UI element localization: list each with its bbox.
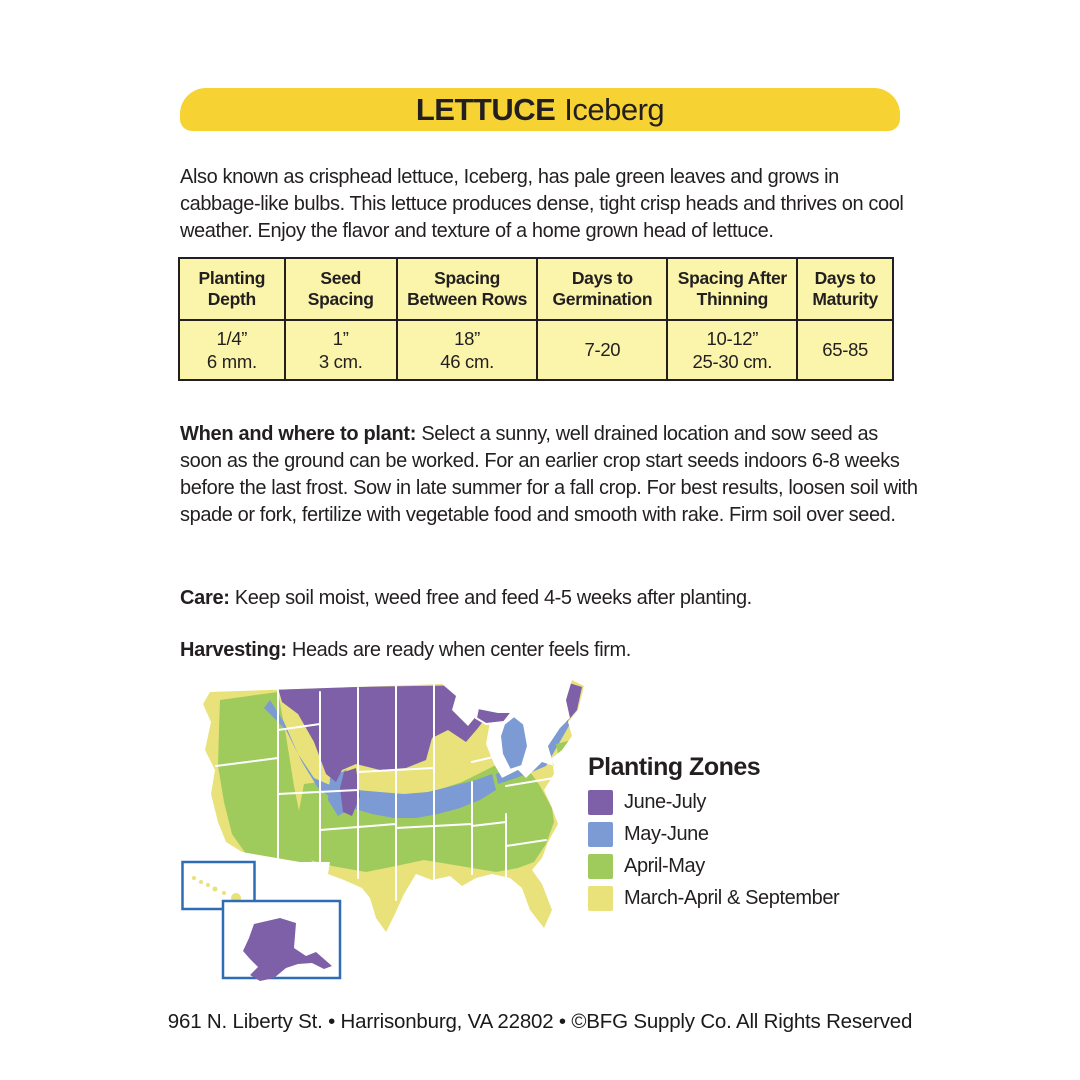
table-cell-line: Spacing After <box>677 268 787 289</box>
table-cell-line: 6 mm. <box>206 351 257 372</box>
table-cell-line: 7-20 <box>584 339 621 361</box>
us-planting-zones-map <box>180 666 610 996</box>
table-cell-line: Depth <box>207 289 256 309</box>
variety-subname: Iceberg <box>564 91 665 127</box>
footer-text: 961 N. Liberty St. • Harrisonburg, VA 22802 • ©BFG Supply Co. All Rights Reserved <box>167 1010 913 1033</box>
section-when-where-text: Select a sunny, well drained location and sow seed as soon as the ground can be worked. For an earlier crop start seeds indoors 6-8 weeks before the last frost. Sow in late summer for a fall crop. For best results, loosen soil with spade or fork, fertilize with vegetable food and smooth with rake. Firm soil over seed. <box>180 423 918 526</box>
legend-swatch <box>588 790 613 815</box>
grow-table-value-row <box>179 320 893 380</box>
legend-row <box>588 886 888 911</box>
table-header-cell <box>667 258 797 320</box>
table-cell-line: 25-30 cm. <box>692 351 773 372</box>
table-cell-line: 18” <box>454 327 481 349</box>
table-cell-line: 46 cm. <box>440 351 494 372</box>
table-header-cell <box>797 258 893 320</box>
map-zone-june-july-maine <box>559 682 582 722</box>
table-header-cell <box>537 258 667 320</box>
section-care <box>180 585 920 612</box>
section-when-where <box>180 421 920 529</box>
table-cell-line: Germination <box>552 289 653 309</box>
table-header-cell <box>397 258 538 320</box>
table-cell-line: Seed <box>320 268 362 289</box>
alaska-inset <box>223 901 340 981</box>
legend-swatch <box>588 854 613 879</box>
table-cell-line: Spacing <box>307 289 374 309</box>
table-value-cell <box>397 320 538 380</box>
table-header-cell <box>285 258 397 320</box>
legend-label: April-May <box>624 855 705 877</box>
table-header-cell <box>179 258 285 320</box>
table-cell-line: 10-12” <box>706 327 759 349</box>
section-harvesting-text: Heads are ready when center feels firm. <box>291 639 631 661</box>
table-value-cell <box>285 320 397 380</box>
legend-row <box>588 822 888 847</box>
grow-table <box>178 257 894 381</box>
legend-swatch <box>588 886 613 911</box>
variety-name: LETTUCE <box>415 91 556 127</box>
table-value-cell <box>797 320 893 380</box>
table-cell-line: 1” <box>332 327 349 349</box>
legend-label: June-July <box>624 791 706 813</box>
table-cell-line: 65-85 <box>822 339 869 361</box>
grow-table-header-row <box>179 258 893 320</box>
table-cell-line: Spacing <box>434 268 501 289</box>
legend-swatch <box>588 822 613 847</box>
table-cell-line: Maturity <box>812 289 878 309</box>
title-banner <box>180 88 900 131</box>
section-when-where-label: When and where to plant: <box>180 423 417 445</box>
table-value-cell <box>667 320 797 380</box>
legend-label: May-June <box>624 823 709 845</box>
table-cell-line: Days to <box>571 268 633 289</box>
legend-items <box>588 790 888 911</box>
legend-title: Planting Zones <box>588 753 761 781</box>
us-map-svg <box>180 666 610 996</box>
table-cell-line: 3 cm. <box>318 351 363 372</box>
table-cell-line: Days to <box>814 268 876 289</box>
section-harvesting-label: Harvesting: <box>180 639 287 661</box>
planting-zones-legend <box>588 753 888 918</box>
table-cell-line: Thinning <box>696 289 769 309</box>
michigan-lower-peninsula <box>500 716 528 770</box>
section-care-text: Keep soil moist, weed free and feed 4-5 weeks after planting. <box>234 587 752 609</box>
section-care-label: Care: <box>180 587 230 609</box>
table-cell-line: 1/4” <box>216 327 248 349</box>
section-harvesting <box>180 637 920 664</box>
table-value-cell <box>537 320 667 380</box>
legend-row <box>588 854 888 879</box>
table-cell-line: Planting <box>198 268 266 289</box>
legend-label: March-April & September <box>624 887 840 909</box>
legend-row <box>588 790 888 815</box>
table-cell-line: Between Rows <box>407 289 528 309</box>
map-zone-june-july-vermont <box>541 711 552 734</box>
intro-paragraph: Also known as crisphead lettuce, Iceberg, has pale green leaves and grows in cabbage-like bulbs. This lettuce produces dense, tight crisp heads and thrives on cool weather. Enjoy the flavor and texture of a home grown head of lettuce. <box>180 166 904 242</box>
table-value-cell <box>179 320 285 380</box>
